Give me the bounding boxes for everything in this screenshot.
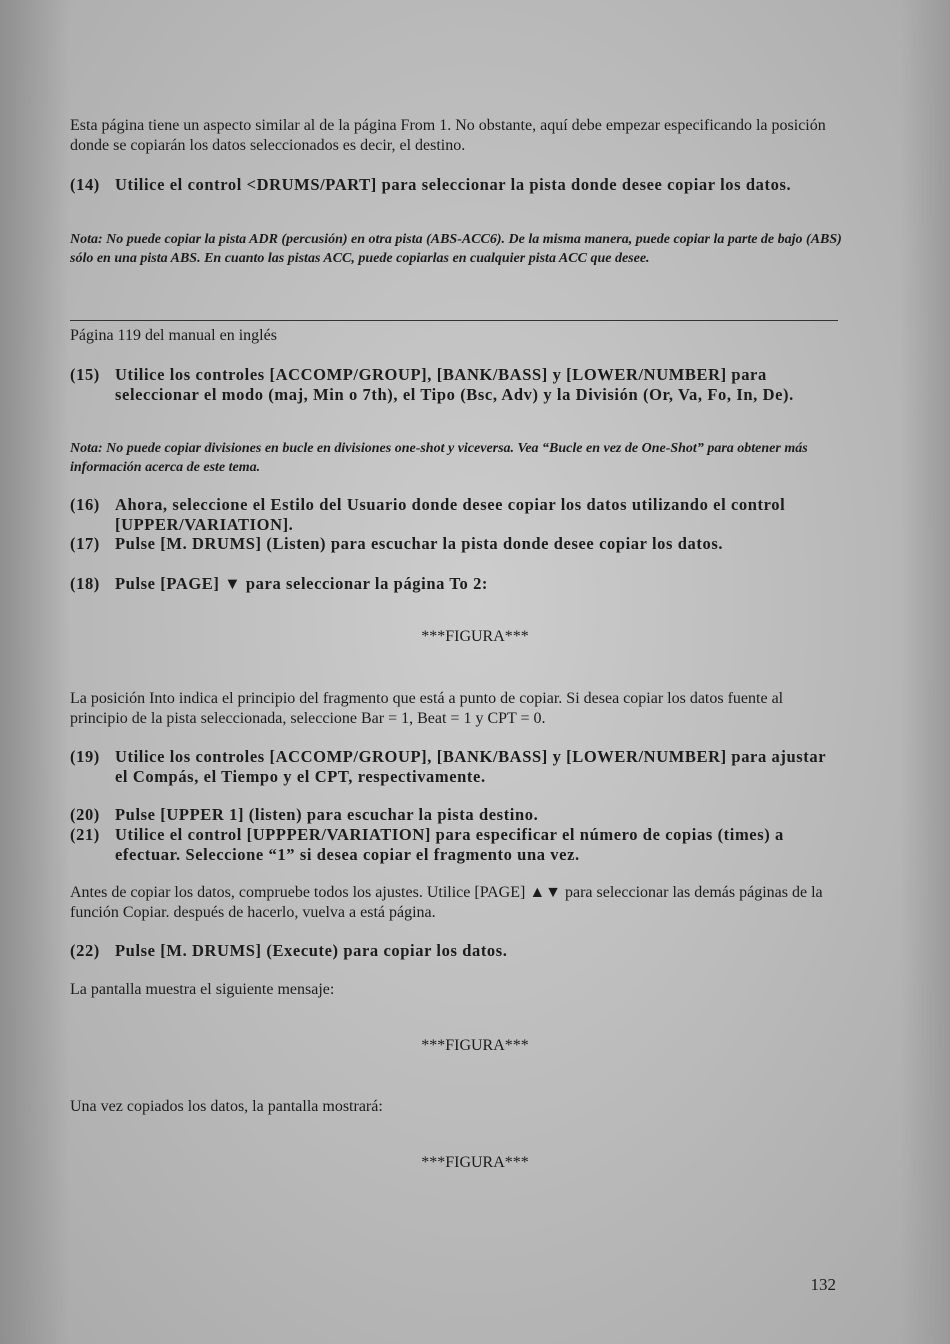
step-number: (15) xyxy=(70,365,100,384)
step-text: Pulse [M. DRUMS] (Listen) para escuchar la pista donde desee copiar los datos. xyxy=(115,534,724,553)
figure-placeholder-1: ***FIGURA*** xyxy=(421,628,529,645)
into-paragraph: La posición Into indica el principio del fragmento que está a punto de copiar. Si desea copiar los datos fuente al principio de la pista seleccionada, seleccione Bar = 1, Beat = 1 y CPT = 0. xyxy=(70,690,784,727)
step-number: (17) xyxy=(70,534,100,553)
figure-placeholder-3: ***FIGURA*** xyxy=(421,1154,529,1171)
page-number: 132 xyxy=(810,1275,836,1294)
step-number: (20) xyxy=(70,805,100,824)
step-text: Utilice los controles [ACCOMP/GROUP], [BANK/BASS] y [LOWER/NUMBER] para seleccionar el modo (maj, Min o 7th), el Tipo (Bsc, Adv) y la División (Or, Va, Fo, In, De). xyxy=(115,365,794,404)
intro-paragraph: Esta página tiene un aspecto similar al de la página From 1. No obstante, aquí debe empezar especificando la posición donde se copiarán los datos seleccionados es decir, el destino. xyxy=(70,117,826,154)
step-19 xyxy=(70,747,840,786)
step-22 xyxy=(70,941,840,961)
step-number: (21) xyxy=(70,825,100,844)
step-text: Utilice los controles [ACCOMP/GROUP], [BANK/BASS] y [LOWER/NUMBER] para ajustar el Compás, el Tiempo y el CPT, respectivamente. xyxy=(115,747,826,786)
step-number: (19) xyxy=(70,747,100,766)
step-number: (16) xyxy=(70,495,100,514)
before-copy-paragraph: Antes de copiar los datos, compruebe todos los ajustes. Utilice [PAGE] ▲▼ para seleccionar las demás páginas de la función Copiar. después de hacerlo, vuelva a está página. xyxy=(70,884,823,921)
step-14 xyxy=(70,175,840,195)
step-number: (22) xyxy=(70,941,100,960)
step-15 xyxy=(70,365,840,404)
after-copy-paragraph: Una vez copiados los datos, la pantalla mostrará: xyxy=(70,1098,383,1115)
screen-message-intro: La pantalla muestra el siguiente mensaje: xyxy=(70,981,335,998)
step-20 xyxy=(70,805,840,825)
step-17 xyxy=(70,534,840,554)
step-number: (14) xyxy=(70,175,100,194)
step-number: (18) xyxy=(70,574,100,593)
note-track-copy: Nota: No puede copiar la pista ADR (percusión) en otra pista (ABS-ACC6). De la misma manera, puede copiar la parte de bajo (ABS) sólo en una pista ABS. En cuanto las pistas ACC, puede copiarlas en cualquier pista ACC que desee. xyxy=(70,232,842,266)
step-text: Pulse [UPPER 1] (listen) para escuchar la pista destino. xyxy=(115,805,539,824)
note-divisions: Nota: No puede copiar divisiones en bucle en divisiones one-shot y viceversa. Vea “Bucle en vez de One-Shot” para obtener más información acerca de este tema. xyxy=(70,441,808,475)
step-18 xyxy=(70,574,840,594)
step-16 xyxy=(70,495,840,534)
step-text: Utilice el control [UPPPER/VARIATION] para especificar el número de copias (times) a efectuar. Seleccione “1” si desea copiar el fragmento una vez. xyxy=(115,825,784,864)
step-text: Pulse [PAGE] ▼ para seleccionar la página To 2: xyxy=(115,574,489,593)
step-text: Ahora, seleccione el Estilo del Usuario donde desee copiar los datos utilizando el control [UPPER/VARIATION]. xyxy=(115,495,786,534)
step-text: Utilice el control <DRUMS/PART] para seleccionar la pista donde desee copiar los datos. xyxy=(115,175,792,194)
page-reference: Página 119 del manual en inglés xyxy=(70,327,277,344)
step-21 xyxy=(70,825,840,864)
figure-placeholder-2: ***FIGURA*** xyxy=(421,1037,529,1054)
section-divider xyxy=(70,320,838,321)
step-text: Pulse [M. DRUMS] (Execute) para copiar los datos. xyxy=(115,941,508,960)
